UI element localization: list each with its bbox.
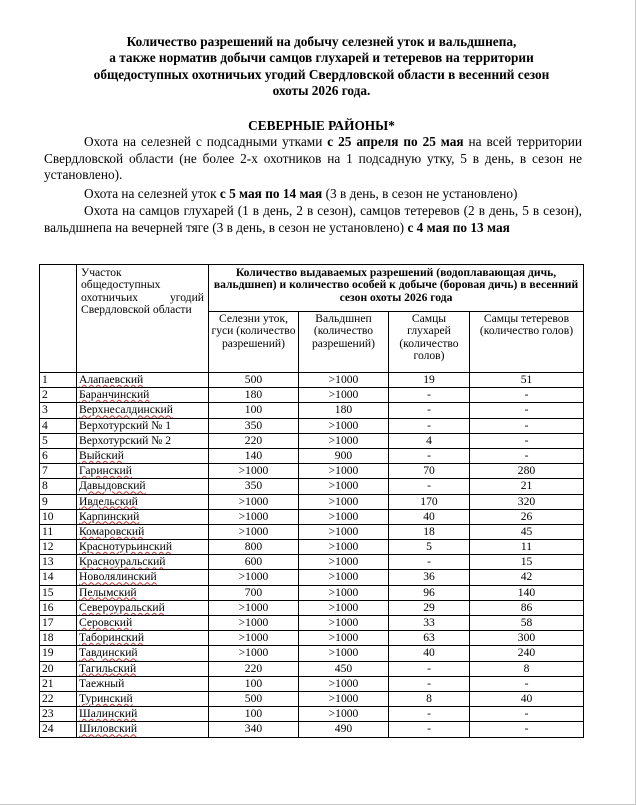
woodcock-value: >1000 [299,676,389,691]
capercaillie-value: 40 [389,509,470,524]
row-number: 2 [40,388,77,403]
paragraph-upland-season [44,203,582,236]
woodcock-value: >1000 [299,524,389,539]
table-row [40,631,584,646]
table-row [40,403,584,418]
grouse-value: - [470,418,584,433]
table-row [40,509,584,524]
grouse-value: 42 [470,570,584,585]
grouse-value: 15 [470,555,584,570]
row-number: 18 [40,631,77,646]
woodcock-value: >1000 [299,509,389,524]
capercaillie-value: 29 [389,600,470,615]
ducks-value: 500 [209,373,299,388]
row-number: 10 [40,509,77,524]
capercaillie-value: - [389,722,470,737]
capercaillie-value: 19 [389,373,470,388]
row-number: 14 [40,570,77,585]
ducks-value: 700 [209,585,299,600]
table-row [40,373,584,388]
woodcock-value: 450 [299,661,389,676]
table-row [40,585,584,600]
area-name: Баранчинский [77,388,209,403]
area-name: Карпинский [77,509,209,524]
area-name: Выйский [77,448,209,463]
ducks-value: 140 [209,448,299,463]
table-row [40,707,584,722]
woodcock-value: >1000 [299,616,389,631]
capercaillie-value: 36 [389,570,470,585]
table-row [40,479,584,494]
header-capercaillie: Самцы глухарей (количество голов) [389,312,470,373]
table-row [40,448,584,463]
area-name: Тавдинский [77,646,209,661]
woodcock-value: >1000 [299,631,389,646]
row-number: 20 [40,661,77,676]
capercaillie-value: - [389,661,470,676]
table-row [40,722,584,737]
area-name: Краснотурьинский [77,540,209,555]
row-number: 3 [40,403,77,418]
ducks-value: 100 [209,403,299,418]
row-number: 1 [40,373,77,388]
row-number: 7 [40,464,77,479]
grouse-value: 11 [470,540,584,555]
row-number: 17 [40,616,77,631]
table-row [40,418,584,433]
area-name: Туринский [77,691,209,706]
row-number: 12 [40,540,77,555]
ducks-value: 500 [209,691,299,706]
row-number: 19 [40,646,77,661]
table-row [40,388,584,403]
grouse-value: 320 [470,494,584,509]
table-body [40,373,584,738]
header-area: Участок общедоступных охотничьих угодий Свердловской области [77,265,209,373]
ducks-value: 340 [209,722,299,737]
paragraph-duck-season [44,186,582,203]
area-name: Таежный [77,676,209,691]
woodcock-value: >1000 [299,585,389,600]
capercaillie-value: 96 [389,585,470,600]
season-dates: с 5 мая по 14 мая [219,186,323,201]
table-row [40,433,584,448]
ducks-value: 800 [209,540,299,555]
grouse-value: - [470,676,584,691]
row-number: 11 [40,524,77,539]
row-number: 13 [40,555,77,570]
capercaillie-value: - [389,448,470,463]
capercaillie-value: - [389,418,470,433]
capercaillie-value: 70 [389,464,470,479]
woodcock-value: >1000 [299,540,389,555]
area-name: Верхотурский № 2 [77,433,209,448]
woodcock-value: >1000 [299,388,389,403]
woodcock-value: >1000 [299,691,389,706]
woodcock-value: >1000 [299,570,389,585]
capercaillie-value: 18 [389,524,470,539]
header-ducks: Селезни уток, гуси (количество разрешений) [209,312,299,373]
ducks-value: 220 [209,661,299,676]
table-row [40,555,584,570]
ducks-value: >1000 [209,464,299,479]
capercaillie-value: 4 [389,433,470,448]
row-number: 24 [40,722,77,737]
document-title [40,34,603,99]
woodcock-value: >1000 [299,707,389,722]
area-name: Тагильский [77,661,209,676]
ducks-value: >1000 [209,524,299,539]
ducks-value: 100 [209,676,299,691]
season-dates: с 4 мая по 13 мая [407,219,510,235]
area-name: Ивдельский [77,494,209,509]
ducks-value: >1000 [209,600,299,615]
table-row [40,646,584,661]
grouse-value: 8 [470,661,584,676]
row-number: 8 [40,479,77,494]
area-name: Шалинский [77,707,209,722]
capercaillie-value: - [389,676,470,691]
title-line: общедоступных охотничьих угодий Свердловской области в весенний сезон [93,66,550,82]
area-name: Шиловский [77,722,209,737]
woodcock-value: >1000 [299,418,389,433]
header-woodcock: Вальдшнеп (количество разрешений) [299,312,389,373]
area-name: Верхотурский № 1 [77,418,209,433]
paragraph-text: Охота на селезней с подсадными утками [84,134,328,149]
area-name: Гаринский [77,464,209,479]
capercaillie-value: 33 [389,616,470,631]
area-name: Пелымский [77,585,209,600]
grouse-value: 140 [470,585,584,600]
area-name: Комаровский [77,524,209,539]
capercaillie-value: 8 [389,691,470,706]
grouse-value: - [470,403,584,418]
area-name: Таборинский [77,631,209,646]
row-number: 6 [40,448,77,463]
header-number [40,265,77,373]
woodcock-value: >1000 [299,464,389,479]
table-row [40,616,584,631]
paragraph-text: (3 в день, в сезон не установлено) [322,186,518,201]
woodcock-value: 180 [299,403,389,418]
capercaillie-value: 63 [389,631,470,646]
ducks-value: 350 [209,479,299,494]
area-name: Красноуральский [77,555,209,570]
row-number: 9 [40,494,77,509]
ducks-value: >1000 [209,616,299,631]
row-number: 5 [40,433,77,448]
capercaillie-value: - [389,403,470,418]
woodcock-value: >1000 [299,494,389,509]
ducks-value: >1000 [209,494,299,509]
row-number: 15 [40,585,77,600]
ducks-value: 350 [209,418,299,433]
ducks-value: >1000 [209,646,299,661]
area-name: Давыдовский [77,479,209,494]
capercaillie-value: 170 [389,494,470,509]
ducks-value: 180 [209,388,299,403]
capercaillie-value: 40 [389,646,470,661]
grouse-value: 51 [470,373,584,388]
paragraph-text: Охота на селезней уток [84,186,220,201]
ducks-value: 220 [209,433,299,448]
table-row [40,524,584,539]
grouse-value: 40 [470,691,584,706]
grouse-value: 300 [470,631,584,646]
capercaillie-value: - [389,555,470,570]
capercaillie-value: - [389,479,470,494]
woodcock-value: >1000 [299,479,389,494]
woodcock-value: >1000 [299,433,389,448]
table-row [40,494,584,509]
row-number: 4 [40,418,77,433]
ducks-value: 100 [209,707,299,722]
row-number: 16 [40,600,77,615]
title-line: Количество разрешений на добычу селезней уток и вальдшнепа, [126,34,517,49]
grouse-value: 26 [470,509,584,524]
grouse-value: 240 [470,646,584,661]
grouse-value: - [470,433,584,448]
woodcock-value: >1000 [299,646,389,661]
area-name: Новолялинский [77,570,209,585]
capercaillie-value: - [389,707,470,722]
grouse-value: - [470,722,584,737]
paragraph-decoy-duck-season [44,134,582,184]
grouse-value: 21 [470,479,584,494]
table-row [40,464,584,479]
capercaillie-value: 5 [389,540,470,555]
table-row [40,540,584,555]
table-row [40,676,584,691]
grouse-value: - [470,707,584,722]
area-name: Серовский [77,616,209,631]
grouse-value: - [470,388,584,403]
ducks-value: >1000 [209,570,299,585]
ducks-value: >1000 [209,631,299,646]
capercaillie-value: - [389,388,470,403]
ducks-value: 600 [209,555,299,570]
woodcock-value: 900 [299,448,389,463]
paragraph-text: Охота на самцов глухарей (1 в день, 2 в сезон), самцов тетеревов (2 в день, 5 в сезон), вальдшнепа на вечерней тяге (3 в день, в сезон не установлено) [44,203,582,235]
grouse-value: 58 [470,616,584,631]
header-group: Количество выдаваемых разрешений (водоплавающая дичь, вальдшнеп) и количество особей к добыче (боровая дичь) в весенний сезон охоты 2026 года [209,265,584,312]
table-row [40,691,584,706]
ducks-value: >1000 [209,509,299,524]
title-line: охоты 2026 года. [272,82,371,98]
area-name: Североуральский [77,600,209,615]
area-name: Верхнесалдинский [77,403,209,418]
grouse-value: 280 [470,464,584,479]
header-black-grouse: Самцы тетеревов (количество голов) [470,312,584,373]
woodcock-value: >1000 [299,555,389,570]
grouse-value: - [470,448,584,463]
grouse-value: 86 [470,600,584,615]
row-number: 23 [40,707,77,722]
grouse-value: 45 [470,524,584,539]
row-number: 21 [40,676,77,691]
woodcock-value: 490 [299,722,389,737]
season-dates: с 25 апреля по 25 мая [327,134,464,149]
row-number: 22 [40,691,77,706]
section-heading: СЕВЕРНЫЕ РАЙОНЫ* [248,118,395,133]
woodcock-value: >1000 [299,600,389,615]
table-row [40,661,584,676]
table-row [40,570,584,585]
title-line: а также норматив добычи самцов глухарей и тетеревов на территории [109,50,534,66]
area-name: Алапаевский [77,373,209,388]
paragraph-text: на всей территории Свердловской области (не более 2-х охотников на 1 подсадную утку, 5 в день, в сезон не установлено). [44,134,583,183]
permits-table [39,264,584,738]
table-row [40,600,584,615]
woodcock-value: >1000 [299,373,389,388]
